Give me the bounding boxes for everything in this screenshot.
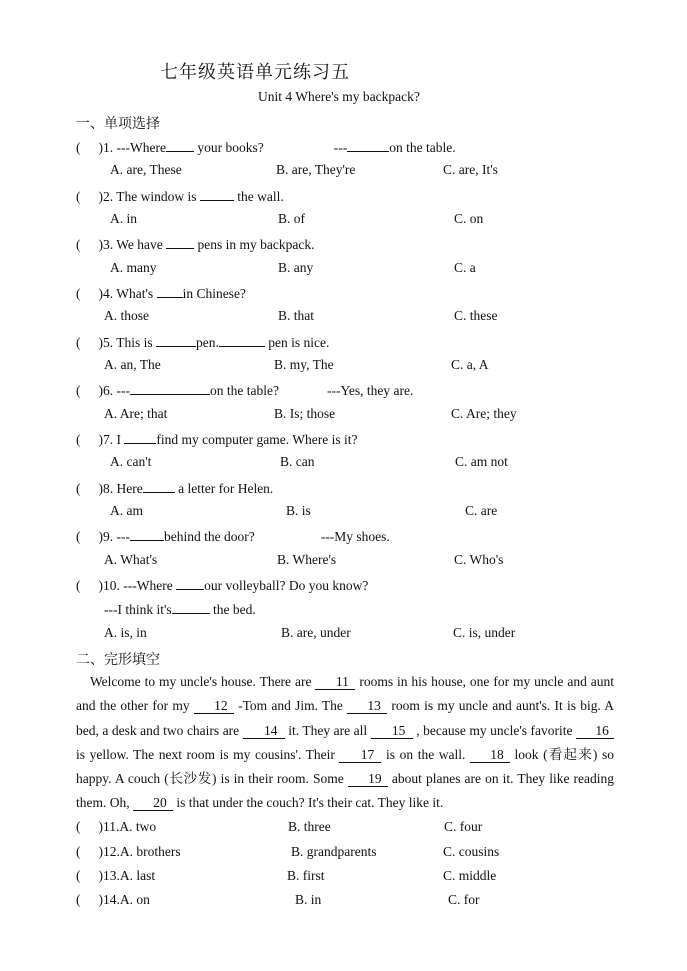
page-subtitle: Unit 4 Where's my backpack?	[258, 89, 420, 104]
cloze-item-14: ( )14.A. on	[76, 892, 150, 907]
page-title: 七年级英语单元练习五	[160, 62, 350, 83]
blank-14: 14	[243, 724, 285, 739]
blank	[166, 138, 194, 152]
blank	[157, 284, 183, 298]
option-a: A. can't	[110, 454, 152, 469]
blank-18: 18	[470, 748, 510, 763]
blank	[219, 333, 265, 347]
cloze-item-11: ( )11.A. two	[76, 819, 157, 834]
option-b: B. Is; those	[274, 406, 336, 421]
option-b: B. can	[280, 454, 315, 469]
option-c: C. for	[448, 892, 480, 907]
section-heading-single-choice: 一、单项选择	[76, 116, 160, 132]
option-b: B. that	[278, 308, 314, 323]
question-3: ( )3. We have pens in my backpack.	[76, 237, 315, 252]
question-10-line2: ---I think it's the bed.	[104, 602, 256, 617]
option-b: B. my, The	[274, 357, 334, 372]
option-b: B. in	[295, 892, 322, 907]
option-a: A. are, These	[110, 162, 182, 177]
option-b: B. grandparents	[291, 844, 377, 859]
option-b: B. three	[288, 819, 331, 834]
option-b: B. are, under	[281, 625, 351, 640]
option-b: B. first	[287, 868, 325, 883]
cloze-passage: Welcome to my uncle's house. There are 11 rooms in his house, one for my uncle and aunt and the other for my 12 -Tom and Jim. The 13 room is my uncle and aunt's. It is big. A bed, a desk and two chairs are 14 it. They are all 15 , because my uncle's favorite 16 is yellow. The next room is my cousins'. Their 17 is on the wall. 18 look (看起来) so happy. A couch (长沙发) is in their room. Some 19 about planes are on it. They like reading them. Oh, 20 is that under the couch? It's their cat. They like it.	[76, 674, 615, 811]
cloze-item-13: ( )13.A. last	[76, 868, 156, 883]
option-a: A. many	[110, 260, 157, 275]
option-c: C. these	[454, 308, 498, 323]
blank	[143, 479, 175, 493]
blank	[130, 381, 210, 395]
option-c: C. is, under	[453, 625, 516, 640]
option-c: C. are	[465, 503, 498, 518]
option-a: A. an, The	[104, 357, 161, 372]
blank	[166, 235, 194, 249]
option-b: B. is	[286, 503, 311, 518]
blank-19: 19	[348, 772, 388, 787]
blank-17: 17	[339, 748, 381, 763]
question-10: ( )10. ---Where our volleyball? Do you know?	[76, 578, 369, 593]
option-c: C. Who's	[454, 552, 504, 567]
question-9: ( )9. --- behind the door? ---My shoes.	[76, 529, 390, 544]
blank	[172, 600, 210, 614]
option-c: C. a	[454, 260, 476, 275]
section-heading-cloze: 二、完形填空	[76, 652, 160, 668]
option-c: C. a, A	[451, 357, 489, 372]
option-c: C. cousins	[443, 844, 500, 859]
option-b: B. any	[278, 260, 314, 275]
option-c: C. middle	[443, 868, 497, 883]
blank	[124, 430, 156, 444]
blank-20: 20	[133, 796, 173, 811]
blank	[176, 576, 204, 590]
blank	[200, 187, 234, 201]
question-5: ( )5. This is pen. pen is nice.	[76, 335, 330, 350]
blank-13: 13	[347, 699, 387, 714]
option-a: A. What's	[104, 552, 158, 567]
option-c: C. am not	[455, 454, 508, 469]
option-b: B. of	[278, 211, 305, 226]
blank-16: 16	[576, 724, 614, 739]
option-b: B. Where's	[277, 552, 337, 567]
blank	[156, 333, 196, 347]
blank-11: 11	[315, 675, 355, 690]
question-8: ( )8. Here a letter for Helen.	[76, 481, 274, 496]
question-1: ( )1. ---Where your books? --- on the table.	[76, 140, 456, 155]
option-c: C. on	[454, 211, 484, 226]
option-c: C. are, It's	[443, 162, 498, 177]
blank	[347, 138, 389, 152]
question-4: ( )4. What's in Chinese?	[76, 286, 246, 301]
option-a: A. is, in	[104, 625, 147, 640]
question-7: ( )7. I find my computer game. Where is it?	[76, 432, 358, 447]
option-a: A. in	[110, 211, 137, 226]
question-2: ( )2. The window is the wall.	[76, 189, 284, 204]
option-a: A. those	[104, 308, 149, 323]
cloze-item-12: ( )12.A. brothers	[76, 844, 181, 859]
option-c: C. Are; they	[451, 406, 517, 421]
option-c: C. four	[444, 819, 483, 834]
option-b: B. are, They're	[276, 162, 356, 177]
option-a: A. Are; that	[104, 406, 168, 421]
blank-15: 15	[371, 724, 413, 739]
blank	[130, 527, 164, 541]
blank-12: 12	[194, 699, 234, 714]
question-1-text: )1. ---Where	[98, 140, 166, 155]
option-a: A. am	[110, 503, 143, 518]
paren: (	[76, 140, 81, 155]
question-6: ( )6. --- on the table? ---Yes, they are.	[76, 383, 414, 398]
